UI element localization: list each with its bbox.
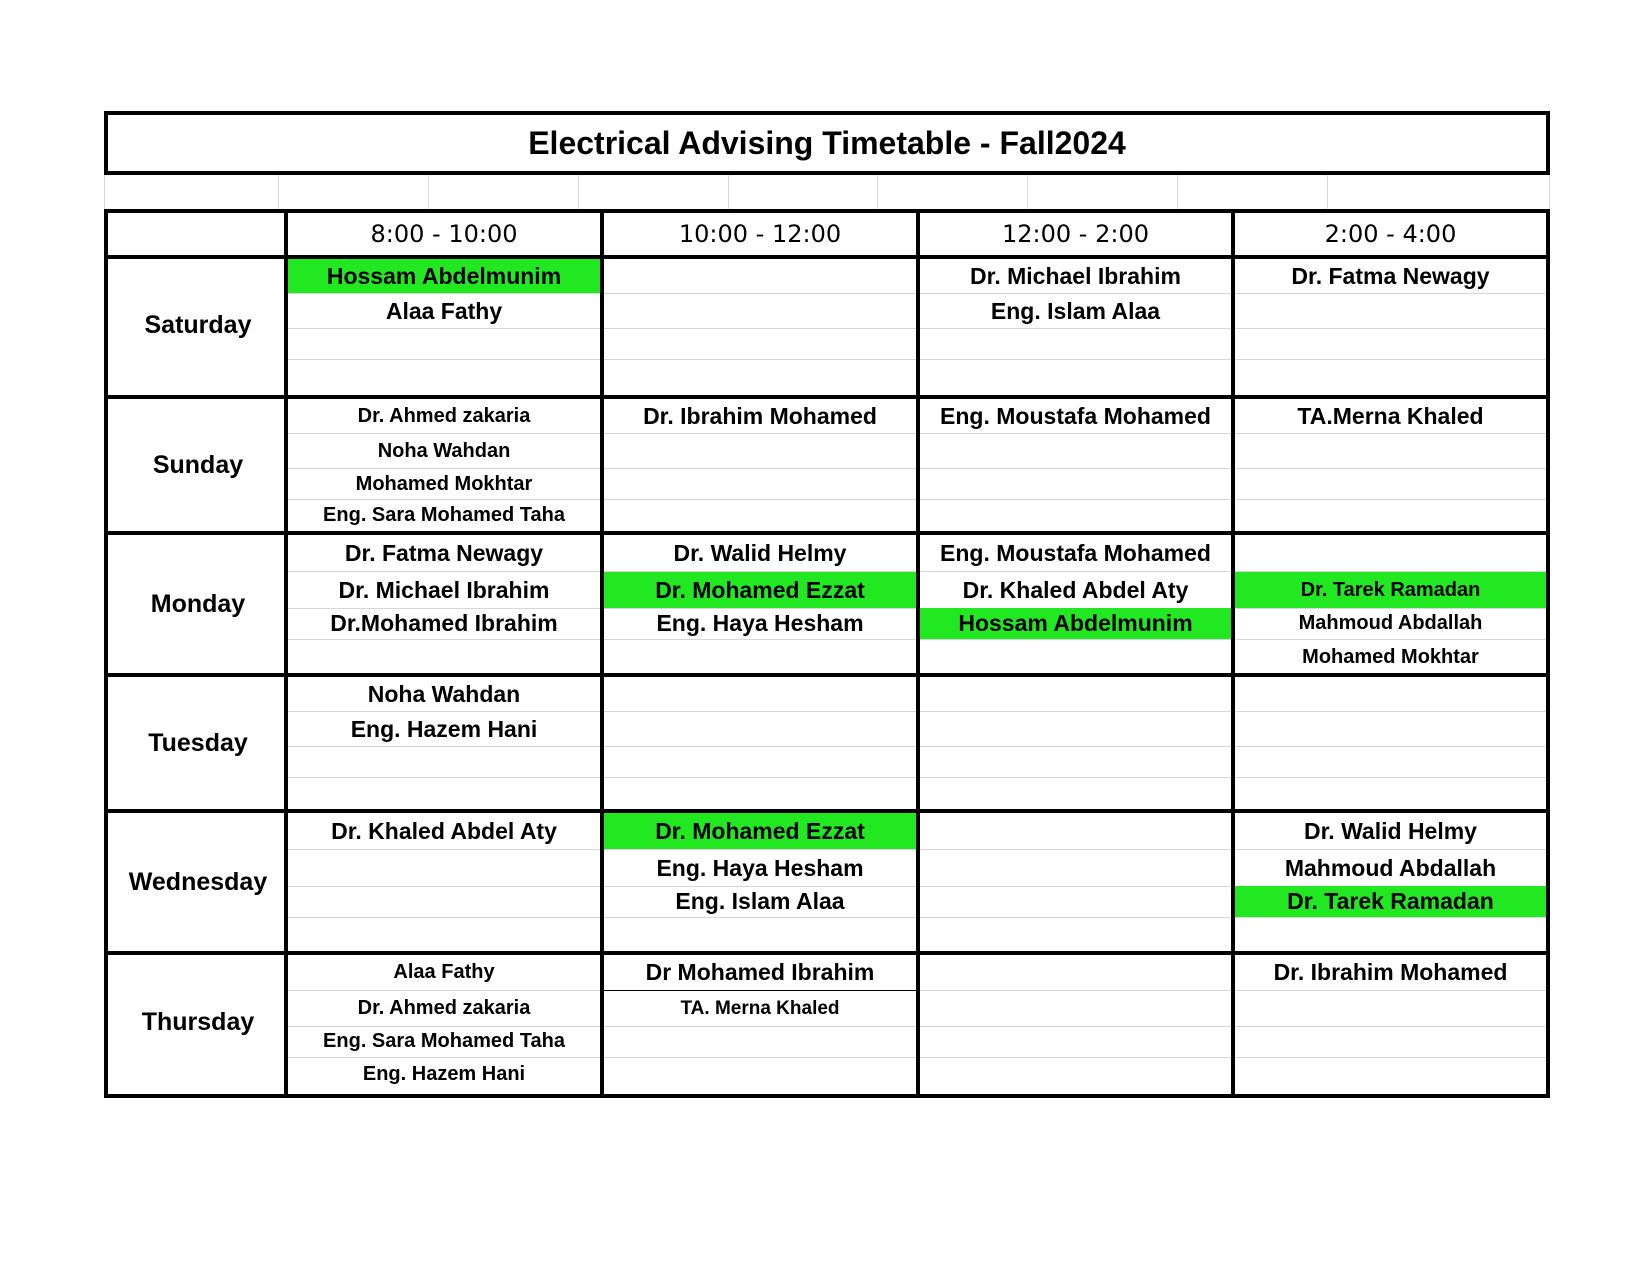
empty-line: [920, 747, 1231, 778]
page-title: Electrical Advising Timetable - Fall2024: [104, 111, 1550, 175]
day-row-monday: [108, 531, 1546, 673]
empty-line: [288, 641, 600, 673]
time-slot-cell: [1235, 677, 1546, 809]
time-slot-cell: [604, 955, 916, 1090]
advisor-entry: Dr. Fatma Newagy: [288, 535, 600, 572]
empty-line: [1235, 747, 1546, 778]
advisor-entry: Dr. Khaled Abdel Aty: [920, 572, 1231, 609]
empty-line: [920, 677, 1231, 712]
empty-line: [920, 500, 1231, 531]
empty-line: [604, 641, 916, 673]
advisor-entry: Alaa Fathy: [288, 955, 600, 991]
empty-line: [604, 1058, 916, 1090]
advisor-entry: Noha Wahdan: [288, 434, 600, 469]
time-slot-cell: [604, 259, 916, 391]
empty-line: [604, 294, 916, 329]
advisor-entry-highlighted: Dr. Mohamed Ezzat: [604, 572, 916, 609]
empty-line: [920, 886, 1231, 918]
day-row-saturday: [108, 259, 1546, 391]
advisor-entry: Mahmoud Abdallah: [1235, 850, 1546, 887]
time-slot-cell: [920, 955, 1231, 1090]
time-slot-cell: [1235, 259, 1546, 391]
empty-line: [1235, 360, 1546, 391]
empty-line: [920, 469, 1231, 500]
time-slot-cell: [1235, 813, 1546, 951]
time-slot-cell: [604, 677, 916, 809]
empty-line: [288, 919, 600, 951]
empty-line: [1235, 677, 1546, 712]
time-slot-cell: [288, 259, 600, 391]
advisor-entry: Dr. Khaled Abdel Aty: [288, 813, 600, 850]
time-slot-cell: [920, 399, 1231, 531]
advisor-entry: Dr. Ibrahim Mohamed: [604, 399, 916, 434]
timetable-grid: [104, 209, 1550, 1098]
empty-line: [1235, 991, 1546, 1027]
advisor-entry: Eng. Sara Mohamed Taha: [288, 1026, 600, 1058]
empty-line: [288, 778, 600, 809]
time-slot-cell: [604, 399, 916, 531]
empty-line: [1235, 778, 1546, 809]
empty-line: [604, 919, 916, 951]
time-slot-cell: [920, 677, 1231, 809]
advisor-entry-highlighted: Dr. Mohamed Ezzat: [604, 813, 916, 850]
advisor-entry-highlighted: Hossam Abdelmunim: [920, 608, 1231, 640]
advisor-entry: Mohamed Mokhtar: [288, 469, 600, 500]
day-row-wednesday: [108, 809, 1546, 951]
time-slot-cell: [288, 535, 600, 673]
time-slot-header: 10:00 - 12:00: [678, 220, 842, 248]
advisor-entry: Mohamed Mokhtar: [1302, 645, 1479, 668]
empty-line: [1235, 1026, 1546, 1058]
empty-line: [288, 747, 600, 778]
empty-line: [1235, 1058, 1546, 1090]
day-label: Thursday: [141, 1008, 255, 1036]
advisor-entry: Dr. Michael Ibrahim: [920, 259, 1231, 294]
time-slot-cell: [288, 677, 600, 809]
time-slot-cell: [920, 813, 1231, 951]
advisor-entry: Eng. Moustafa Mohamed: [920, 535, 1231, 572]
advisor-entry: Dr. Fatma Newagy: [1235, 259, 1546, 294]
empty-line: [604, 677, 916, 712]
time-slot-cell: [604, 535, 916, 673]
empty-line: [920, 991, 1231, 1027]
empty-line: [288, 850, 600, 887]
time-slot-cell: [1235, 399, 1546, 531]
time-slot-header: 12:00 - 2:00: [1002, 220, 1149, 248]
advisor-entry: Eng. Moustafa Mohamed: [920, 399, 1231, 434]
time-slot-cell: [920, 259, 1231, 391]
empty-line: [604, 500, 916, 531]
empty-line: [604, 259, 916, 294]
advisor-entry: Dr. Ibrahim Mohamed: [1235, 955, 1546, 991]
advisor-entry: Eng. Hazem Hani: [288, 712, 600, 747]
empty-line: [288, 329, 600, 360]
empty-line: [604, 1026, 916, 1058]
advisor-entry: Mahmoud Abdallah: [1235, 608, 1546, 640]
day-row-sunday: [108, 395, 1546, 531]
advisor-entry: TA. Merna Khaled: [604, 991, 916, 1027]
empty-line: [1235, 294, 1546, 329]
advisor-entry: [1235, 535, 1546, 572]
advisor-entry: Eng. Haya Hesham: [604, 850, 916, 887]
empty-line: [920, 360, 1231, 391]
empty-line: [1235, 469, 1546, 500]
time-slot-cell: [1235, 535, 1546, 673]
day-label: Saturday: [144, 310, 252, 339]
time-slot-cell: [920, 535, 1231, 673]
advisor-entry: Dr. Michael Ibrahim: [288, 572, 600, 609]
empty-line: [920, 641, 1231, 673]
advisor-entry: Noha Wahdan: [288, 677, 600, 712]
time-slot-cell: [288, 955, 600, 1090]
empty-line: [604, 747, 916, 778]
empty-line: [604, 778, 916, 809]
time-slot-cell: [288, 399, 600, 531]
empty-line: [920, 329, 1231, 360]
empty-line: [920, 1058, 1231, 1090]
day-label: Monday: [150, 589, 246, 618]
empty-line: [1235, 712, 1546, 747]
advisor-entry: Dr. Ahmed zakaria: [288, 399, 600, 434]
day-row-thursday: [108, 951, 1546, 1090]
advisor-entry: Eng. Sara Mohamed Taha: [323, 504, 565, 526]
empty-line: [604, 712, 916, 747]
advisor-entry: Eng. Islam Alaa: [920, 294, 1231, 329]
time-slot-header: 2:00 - 4:00: [1324, 220, 1457, 248]
day-label: Wednesday: [128, 867, 268, 896]
time-slot-header: 8:00 - 10:00: [370, 220, 518, 248]
advisor-entry: Dr Mohamed Ibrahim: [604, 955, 916, 991]
time-slot-cell: [288, 813, 600, 951]
empty-line: [920, 919, 1231, 951]
advisor-entry-highlighted: Dr. Tarek Ramadan: [1235, 886, 1546, 918]
empty-line: [920, 850, 1231, 887]
spacer-row: [104, 175, 1550, 209]
advisor-entry: Dr.Mohamed Ibrahim: [288, 608, 600, 640]
empty-line: [604, 329, 916, 360]
advisor-entry: TA.Merna Khaled: [1235, 399, 1546, 434]
advisor-entry-highlighted: Hossam Abdelmunim: [288, 259, 600, 294]
advisor-entry: Alaa Fathy: [288, 294, 600, 329]
empty-line: [604, 434, 916, 469]
empty-line: [920, 813, 1231, 850]
advisor-entry: Eng. Haya Hesham: [604, 608, 916, 640]
empty-line: [1235, 919, 1546, 951]
empty-line: [920, 955, 1231, 991]
empty-line: [1235, 329, 1546, 360]
empty-line: [920, 434, 1231, 469]
advisor-entry: Eng. Islam Alaa: [604, 886, 916, 918]
advisor-entry: Dr. Walid Helmy: [604, 535, 916, 572]
empty-line: [920, 712, 1231, 747]
empty-line: [288, 360, 600, 391]
empty-line: [920, 778, 1231, 809]
empty-line: [1235, 500, 1546, 531]
day-row-tuesday: [108, 673, 1546, 809]
time-slot-cell: [604, 813, 916, 951]
empty-line: [604, 469, 916, 500]
day-label: Tuesday: [148, 728, 248, 757]
day-label: Sunday: [152, 450, 244, 479]
empty-line: [920, 1026, 1231, 1058]
advisor-entry-highlighted: Dr. Tarek Ramadan: [1235, 572, 1546, 609]
empty-line: [604, 360, 916, 391]
advisor-entry: Dr. Ahmed zakaria: [288, 991, 600, 1027]
empty-line: [1235, 434, 1546, 469]
time-slot-cell: [1235, 955, 1546, 1090]
advisor-entry: Dr. Walid Helmy: [1235, 813, 1546, 850]
empty-line: [288, 886, 600, 918]
advisor-entry: Eng. Hazem Hani: [362, 1062, 526, 1085]
time-header-row: [108, 213, 1546, 259]
